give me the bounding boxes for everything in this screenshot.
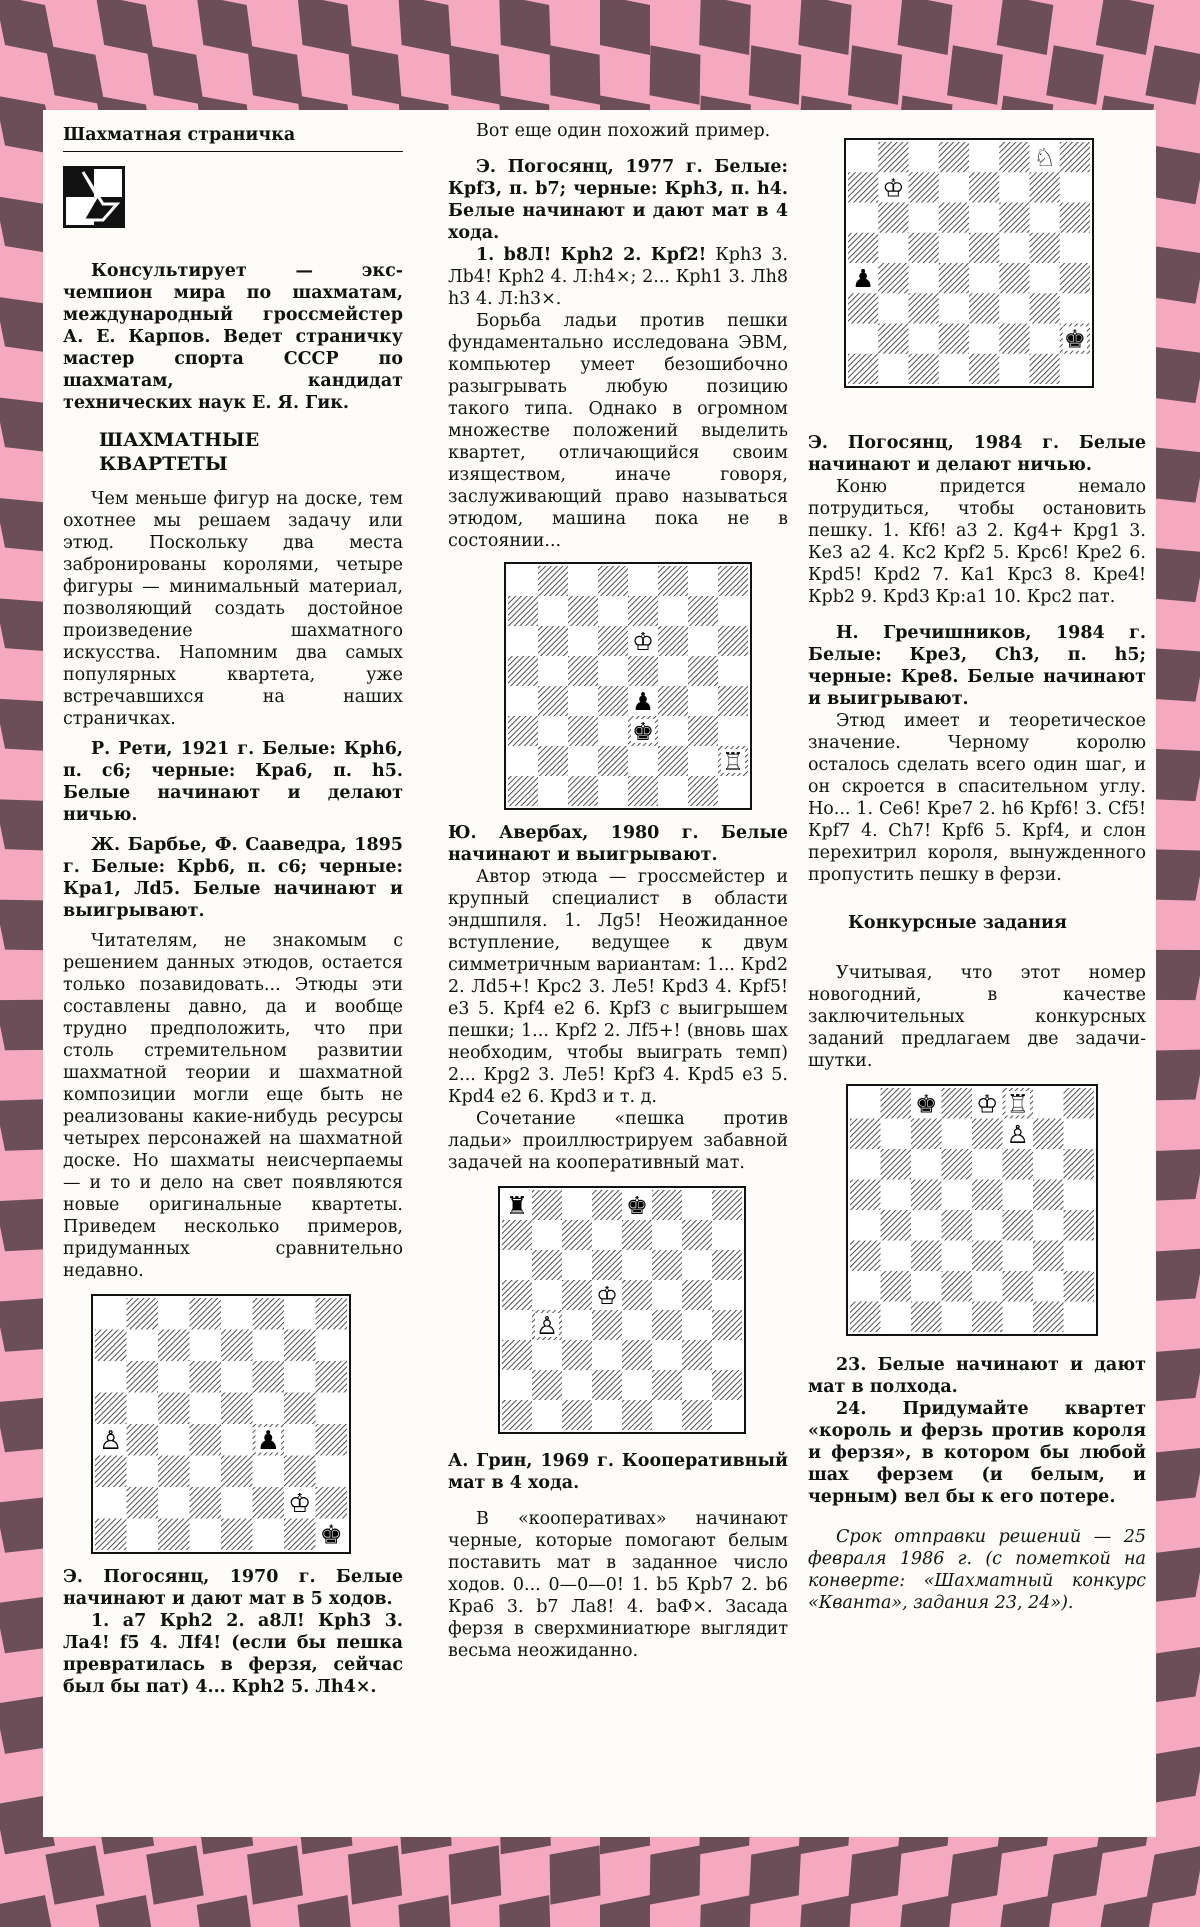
dark-square [688, 596, 718, 626]
dark-square [712, 1190, 742, 1220]
dark-square [628, 776, 658, 806]
chess-piece-icon: ♟ [631, 687, 655, 716]
dark-square [502, 1400, 532, 1430]
dark-square [622, 1400, 652, 1430]
dark-square [878, 324, 908, 354]
frame-tile [749, 1845, 802, 1904]
frame-tile [45, 1845, 104, 1904]
chess-piece-icon: ♚ [625, 1191, 649, 1220]
dark-square [190, 1424, 222, 1456]
paragraph: Вот еще один похожий пример. [476, 121, 771, 141]
dark-square [284, 1456, 316, 1488]
frame-tile [348, 45, 402, 104]
chess-piece-icon: ♙ [1006, 1119, 1029, 1149]
dark-square [628, 656, 658, 686]
dark-square [1060, 142, 1090, 172]
dark-square [190, 1361, 222, 1393]
solution-bold: 1. b8Л! Крh2 2. Крf2! [476, 245, 707, 265]
intro-text: Консультирует — экс-чемпион мира по шахматам, международный гроссмейстер А. Е. Карпов. Ведет страничку мастер спорта СССР по шахматам, кандидат технических наук Е. Я. Гик. [63, 261, 403, 413]
contest-task-24: 24. Придумайте квартет «король и ферзь против короля и ферзя», в котором бы любой шах ферзем (и белым, и черным) вел бы к его потере. [808, 1399, 1146, 1507]
dark-square [127, 1361, 159, 1393]
dark-square [850, 1180, 881, 1211]
chess-diagram [91, 1294, 351, 1554]
dark-square [878, 263, 908, 293]
dark-square [1033, 1180, 1064, 1211]
dark-square [221, 1393, 253, 1425]
frame-tile [1096, 0, 1154, 55]
dark-square [598, 686, 628, 716]
dark-square [532, 1370, 562, 1400]
dark-square [316, 1298, 348, 1330]
paragraph: Сочетание «пешка против ладьи» проиллюстрируем забавной задачей на кооперативный мат. [448, 1109, 788, 1173]
chess-piece-icon: ♔ [288, 1489, 312, 1520]
dark-square [508, 656, 538, 686]
dark-square [502, 1280, 532, 1310]
dark-square [881, 1210, 912, 1241]
dark-square [1030, 293, 1060, 323]
dark-square [508, 596, 538, 626]
dark-square [878, 142, 908, 172]
dark-square [538, 566, 568, 596]
dark-square [127, 1424, 159, 1456]
dark-square [972, 1119, 1003, 1150]
dark-square [939, 142, 969, 172]
dark-square [911, 1119, 942, 1150]
dark-square [688, 776, 718, 806]
dark-square [881, 1149, 912, 1180]
dark-square [881, 1088, 912, 1119]
paragraph: Этюд имеет и теоретическое значение. Черному королю осталось сделать всего один шаг, и он скроется в спасительном углу. Но... 1. Сe6! Крe7 2. h6 Крf6! 3. Сf5! Крf7 4. Сh7! Крf6 5. Крf4, и слон перехитрил короля, вынужденного пропустить пешку в ферзи. [808, 711, 1146, 885]
dark-square [911, 1180, 942, 1211]
dark-square [127, 1298, 159, 1330]
frame-tile [650, 45, 701, 104]
chess-piece-icon: ♔ [976, 1089, 999, 1119]
dark-square [622, 1340, 652, 1370]
chess-diagram [498, 1186, 746, 1434]
chess-piece-icon: ♚ [319, 1520, 343, 1551]
dark-square [1030, 172, 1060, 202]
dark-square [190, 1487, 222, 1519]
dark-square [718, 566, 748, 596]
dark-square [972, 1241, 1003, 1272]
contest-task-23: 23. Белые начинают и дают мат в полхода. [808, 1355, 1146, 1397]
dark-square [190, 1298, 222, 1330]
dark-square [712, 1370, 742, 1400]
dark-square [848, 293, 878, 323]
column-2 [448, 120, 788, 1662]
dark-square [568, 716, 598, 746]
dark-square [942, 1088, 973, 1119]
chess-piece-icon: ♜ [505, 1191, 529, 1220]
dark-square [95, 1519, 127, 1551]
dark-square [1033, 1241, 1064, 1272]
title-line-1: ШАХМАТНЫЕ [99, 429, 260, 451]
dark-square [508, 716, 538, 746]
dark-square [622, 1280, 652, 1310]
dark-square [532, 1190, 562, 1220]
dark-square [538, 626, 568, 656]
dark-square [568, 776, 598, 806]
dark-square [508, 776, 538, 806]
paragraph: Коню придется немало потрудиться, чтобы остановить пешку. 1. Кf6! a3 2. Кg4+ Крg1 3. Кe3 a2 4. Кc2 Крf2 5. Крc6! Крe2 6. Крd5! Крd2 7. Кa1 Крc3 8. Крe4! Крb2 9. Крd3 Кр:a1 10. Крc2 пат. [808, 477, 1146, 607]
dark-square [850, 1241, 881, 1272]
paragraph: Автор этюда — гроссмейстер и крупный специалист в области эндшпиля. 1. Лg5! Неожиданное вступление, ведущее к двум симметричным вариантам: 1... Крd2 2. Лd5+! Крc2 3. Лe5! Крd3 4. Крf5! e3 5. Крf4 e2 6. Крf3 с выигрышем пешки; 1... Крf2 2. Лf5+! (вновь шах необходим, чтобы выиграть темп) 2... Крg2 3. Лe5! Крf3 4. Крd5 e3 5. Крd4 e2 6. Крd3 и т. д. [448, 867, 788, 1107]
chess-piece-icon: ♚ [631, 717, 655, 746]
chess-piece-icon: ♔ [882, 173, 905, 203]
dark-square [652, 1370, 682, 1400]
dark-square [221, 1519, 253, 1551]
dark-square [999, 263, 1029, 293]
chess-piece-icon: ♙ [99, 1426, 123, 1457]
dark-square [253, 1361, 285, 1393]
chess-piece-icon: ♔ [631, 627, 655, 656]
dark-square [881, 1271, 912, 1302]
dark-square [658, 566, 688, 596]
dark-square [712, 1310, 742, 1340]
frame-tile [848, 1845, 902, 1904]
dark-square [658, 746, 688, 776]
paragraph: Учитывая, что этот номер новогодний, в качестве заключительных конкурсных заданий предлагаем две задачи-шутки. [808, 963, 1146, 1071]
study-grechishnikov: Н. Гречишников, 1984 г. Белые: Крe3, Сh3, п. h5; черные: Крe8. Белые начинают и выигрывают. [808, 623, 1146, 709]
solution-text [448, 244, 788, 310]
dark-square [592, 1370, 622, 1400]
dark-square [909, 354, 939, 384]
deadline-note: Срок отправки решений — 25 февраля 1986 г. (с пометкой на конверте: «Шахматный конкурс «Кванта», задания 23, 24»). [808, 1527, 1146, 1613]
contest-title: Конкурсные задания [848, 913, 1067, 933]
frame-tile [1046, 45, 1104, 104]
dark-square [253, 1298, 285, 1330]
dark-square [284, 1330, 316, 1362]
dark-square [568, 656, 598, 686]
frame-tile [947, 1845, 1003, 1904]
dark-square [969, 172, 999, 202]
dark-square [682, 1280, 712, 1310]
dark-square [284, 1393, 316, 1425]
study-reti: Р. Рети, 1921 г. Белые: Крh6, п. c6; черные: Кра6, п. h5. Белые начинают и делают ничью. [63, 739, 403, 825]
dark-square [95, 1456, 127, 1488]
frame-tile [348, 1845, 402, 1904]
dark-square [999, 142, 1029, 172]
dark-square [592, 1190, 622, 1220]
diagram-caption: Э. Погосянц, 1984 г. Белые начинают и делают ничью. [808, 433, 1146, 475]
dark-square [712, 1250, 742, 1280]
dark-square [592, 1310, 622, 1340]
dark-square [1033, 1119, 1064, 1150]
dark-square [972, 1302, 1003, 1333]
dark-square [1003, 1149, 1034, 1180]
study-barbier: Ж. Барбье, Ф. Сааведра, 1895 г. Белые: Крb6, п. c6; черные: Кра1, Лd5. Белые начинают и выигрывают. [63, 835, 403, 921]
dark-square [909, 233, 939, 263]
dark-square [688, 656, 718, 686]
dark-square [652, 1190, 682, 1220]
dark-square [939, 263, 969, 293]
chess-piece-icon: ♘ [1033, 143, 1056, 173]
dark-square [562, 1340, 592, 1370]
dark-square [538, 686, 568, 716]
dark-square [1064, 1088, 1095, 1119]
dark-square [682, 1400, 712, 1430]
section-header: Шахматная страничка [63, 125, 403, 152]
chess-piece-icon: ♖ [721, 747, 745, 776]
dark-square [95, 1393, 127, 1425]
dark-square [1030, 354, 1060, 384]
dark-square [652, 1310, 682, 1340]
dark-square [158, 1393, 190, 1425]
dark-square [628, 596, 658, 626]
dark-square [568, 596, 598, 626]
paragraph: В «кооперативах» начинают черные, которые помогают белым поставить мат в заданное число ходов. 0... 0—0—0! 1. b5 Крb7 2. b6 Кра6 3. b7 Лa8! 4. baФ×. Засада ферзя в сверхминиатюре выглядит весьма неожиданно. [448, 1509, 788, 1661]
dark-square [969, 354, 999, 384]
dark-square [598, 626, 628, 656]
dark-square [909, 293, 939, 323]
dark-square [562, 1280, 592, 1310]
dark-square [1064, 1271, 1095, 1302]
dark-square [942, 1149, 973, 1180]
dark-square [939, 203, 969, 233]
diagram-caption: Ю. Авербах, 1980 г. Белые начинают и выигрывают. [448, 823, 788, 865]
dark-square [158, 1456, 190, 1488]
dark-square [1064, 1149, 1095, 1180]
dark-square [532, 1250, 562, 1280]
dark-square [1060, 263, 1090, 293]
dark-square [158, 1519, 190, 1551]
dark-square [942, 1271, 973, 1302]
frame-tile [449, 1845, 502, 1904]
chess-piece-icon: ♟ [852, 264, 875, 294]
dark-square [316, 1487, 348, 1519]
solution-rest: Крh3 3. Лb4! Крh2 4. Л:h4×; 2... Крh1 3. Лh8 h3 4. Л:h3×. [448, 245, 788, 309]
dark-square [538, 746, 568, 776]
dark-square [158, 1330, 190, 1362]
paragraph: Борьба ладьи против пешки фундаментально исследована ЭВМ, компьютер умеет безошибочно разыгрывать любую позицию такого типа. Однако в огромном множестве положений выделить квартет, отличающийся своим изяществом, иначе говоря, заслуживающий право называться этюдом, машина пока не в состоянии... [448, 311, 788, 551]
dark-square [316, 1424, 348, 1456]
dark-square [1064, 1210, 1095, 1241]
dark-square [850, 1119, 881, 1150]
dark-square [682, 1220, 712, 1250]
chess-piece-icon: ♟ [256, 1426, 280, 1457]
chess-piece-icon: ♙ [535, 1311, 559, 1340]
article-title [99, 428, 403, 476]
paragraph: Чем меньше фигур на доске, тем охотнее мы решаем задачу или этюд. Поскольку два места забронированы королями, четыре фигуры — минимальный материал, позволяющий создать достойное произведение шахматного искусства. Напомним два самых популярных квартета, уже встречавшихся на наших страничках. [63, 489, 403, 729]
dark-square [718, 626, 748, 656]
dark-square [969, 233, 999, 263]
title-line-2: КВАРТЕТЫ [99, 453, 228, 475]
dark-square [972, 1180, 1003, 1211]
dark-square [316, 1361, 348, 1393]
dark-square [1030, 233, 1060, 263]
dark-square [502, 1340, 532, 1370]
diagram-caption: Э. Погосянц, 1970 г. Белые начинают и дают мат в 5 ходов. [63, 1567, 403, 1609]
dark-square [127, 1487, 159, 1519]
dark-square [848, 172, 878, 202]
dark-square [562, 1400, 592, 1430]
dark-square [969, 293, 999, 323]
dark-square [911, 1302, 942, 1333]
frame-tile [1145, 45, 1200, 104]
dark-square [999, 203, 1029, 233]
dark-square [1003, 1271, 1034, 1302]
dark-square [682, 1340, 712, 1370]
chess-diagram [844, 138, 1094, 388]
frame-tile [146, 1845, 204, 1904]
frame-tile [550, 45, 601, 104]
dark-square [911, 1241, 942, 1272]
dark-square [562, 1220, 592, 1250]
paragraph: Читателям, не знакомым с решением данных этюдов, остается только позавидовать... Этюды эти составлены давно, да и вообще трудно предположить, что при столь стремительном развитии шахматной теории и шахматной композиции могли еще быть не реализованы какие-нибудь ресурсы четырех персонажей на шахматной доске. Но шахматы неисчерпаемы — и то и дело на свет появляются новые оригинальные квартеты. Приведем несколько примеров, придуманных сравнительно недавно. [63, 931, 403, 1281]
chess-logo-icon [63, 166, 125, 228]
dark-square [718, 686, 748, 716]
dark-square [850, 1302, 881, 1333]
frame-tile [848, 45, 902, 104]
chess-diagram [504, 562, 752, 810]
dark-square [652, 1250, 682, 1280]
dark-square [658, 626, 688, 656]
column-1 [63, 125, 403, 1698]
dark-square [502, 1220, 532, 1250]
dark-square [658, 686, 688, 716]
dark-square [95, 1330, 127, 1362]
dark-square [1033, 1302, 1064, 1333]
dark-square [939, 324, 969, 354]
dark-square [848, 354, 878, 384]
chess-piece-icon: ♔ [595, 1281, 619, 1310]
dark-square [592, 1250, 622, 1280]
frame-tile [449, 45, 502, 104]
chess-piece-icon: ♖ [1006, 1089, 1029, 1119]
dark-square [221, 1456, 253, 1488]
chess-diagram [846, 1084, 1098, 1336]
frame-tile [247, 1845, 303, 1904]
dark-square [1003, 1210, 1034, 1241]
chess-piece-icon: ♚ [915, 1089, 938, 1119]
dark-square [598, 566, 628, 596]
dark-square [622, 1220, 652, 1250]
frame-tile [947, 45, 1003, 104]
dark-square [878, 203, 908, 233]
dark-square [1060, 203, 1090, 233]
solution-text: 1. a7 Крh2 2. a8Л! Крh3 3. Лa4! f5 4. Лf4! (если бы пешка превратилась в ферзя, сейчас был бы пат) 4... Крh2 5. Лh4×. [63, 1611, 403, 1697]
dark-square [999, 324, 1029, 354]
dark-square [253, 1487, 285, 1519]
frame-tile [650, 1845, 701, 1904]
frame-tile [550, 1845, 601, 1904]
dark-square [848, 233, 878, 263]
chess-piece-icon: ♚ [1063, 324, 1086, 354]
dark-square [688, 716, 718, 746]
dark-square [284, 1519, 316, 1551]
dark-square [942, 1210, 973, 1241]
column-3 [808, 138, 1146, 1614]
study-pogosyants-1977: Э. Погосянц, 1977 г. Белые: Крf3, п. b7; черные: Крh3, п. h4. Белые начинают и дают мат в 4 хода. [448, 157, 788, 243]
dark-square [598, 746, 628, 776]
magazine-page [43, 110, 1156, 1837]
dark-square [909, 172, 939, 202]
diagram-caption: А. Грин, 1969 г. Кооперативный мат в 4 хода. [448, 1451, 788, 1493]
dark-square [221, 1330, 253, 1362]
frame-tile [749, 45, 802, 104]
